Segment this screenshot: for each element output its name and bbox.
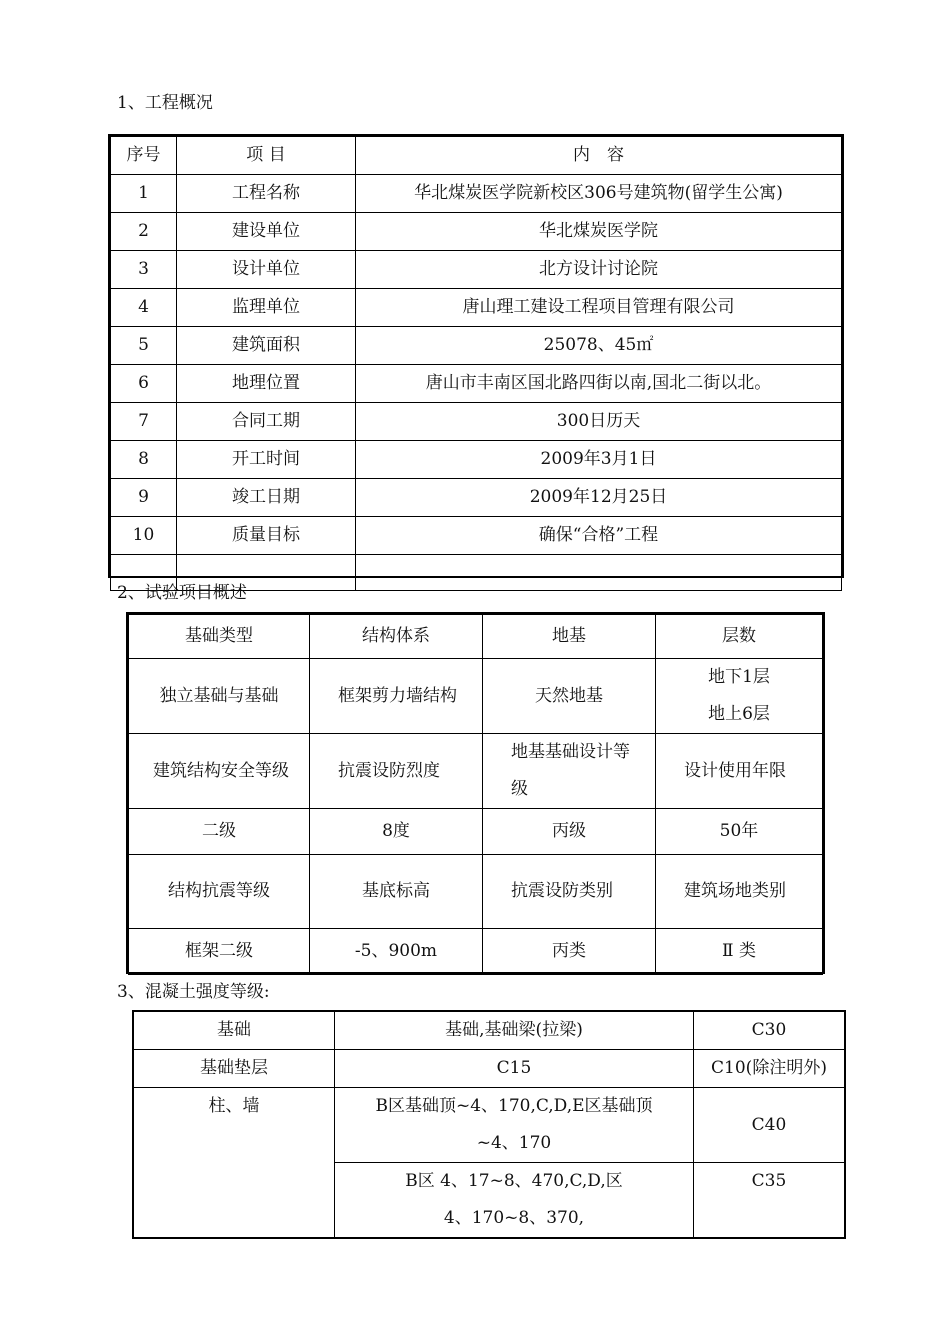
cell-base-elevation-value: -5、900m [310,929,483,975]
table-row [129,615,823,659]
row-content: 唐山市丰南区国北路四街以南,国北二街以北。 [356,365,842,403]
row-index: 2 [111,213,177,251]
cell-site-category-label: 建筑场地类别 [656,855,823,929]
section2-heading: 2、试验项目概述 [117,583,247,603]
col-header-item: 项 目 [177,137,356,175]
cell-part-cushion: 基础垫层 [134,1050,335,1088]
row-item: 设计单位 [177,251,356,289]
table-row [111,517,842,555]
row-content: 华北煤炭医学院新校区306号建筑物(留学生公寓) [356,175,842,213]
row-item: 开工时间 [177,441,356,479]
cell-floors-label: 层数 [656,615,823,659]
row-content: 300日历天 [356,403,842,441]
cell-part-foundation: 基础 [134,1012,335,1050]
row-item: 地理位置 [177,365,356,403]
row-content [356,555,842,591]
cell-base-elevation-label: 基底标高 [310,855,483,929]
row-index: 9 [111,479,177,517]
row-index: 1 [111,175,177,213]
table-row [129,659,823,734]
row-item: 建筑面积 [177,327,356,365]
concrete-grade-table [133,1011,845,1238]
section1-heading: 1、工程概况 [117,93,213,113]
cell-design-life-label: 设计使用年限 [656,734,823,809]
cell-part-cushion-grade: C15 [335,1050,694,1088]
cell-safety-grade-label: 建筑结构安全等级 [129,734,310,809]
col-header-content: 内 容 [356,137,842,175]
cell-column-wall-range-1: B区基础顶~4、170,C,D,E区基础顶~4、170 [335,1088,694,1163]
table-row [111,251,842,289]
table-row [111,213,842,251]
table-row [111,289,842,327]
table-row [134,1088,845,1163]
cell-grade-c10: C10(除注明外) [694,1050,845,1088]
cell-seismic-category-value: 丙类 [483,929,656,975]
cell-column-wall-range-2: B区 4、17~8、470,C,D,区 4、170~8、370, [335,1163,694,1238]
cell-part-foundation-detail: 基础,基础梁(拉梁) [335,1012,694,1050]
table-row [129,734,823,809]
cell-foundation-label: 地基 [483,615,656,659]
row-index: 10 [111,517,177,555]
cell-seismic-grade-label: 结构抗震等级 [129,855,310,929]
project-summary-table-frame [126,612,825,974]
row-index: 5 [111,327,177,365]
row-content: 2009年3月1日 [356,441,842,479]
row-index: 7 [111,403,177,441]
project-overview-table-frame [108,134,844,578]
row-content: 唐山理工建设工程项目管理有限公司 [356,289,842,327]
cell-grade-c40: C40 [694,1088,845,1163]
row-index: 8 [111,441,177,479]
cell-part-column-wall: 柱、墙 [134,1088,335,1238]
cell-foundation-value: 天然地基 [483,659,656,734]
row-item: 监理单位 [177,289,356,327]
cell-structure-system-label: 结构体系 [310,615,483,659]
table-row [111,403,842,441]
cell-structure-system-value: 框架剪力墙结构 [310,659,483,734]
table-row [111,365,842,403]
row-item: 工程名称 [177,175,356,213]
cell-foundation-type-value: 独立基础与基础 [129,659,310,734]
row-item: 合同工期 [177,403,356,441]
table-row [129,929,823,975]
cell-grade-c30: C30 [694,1012,845,1050]
cell-floors-value: 地下1层 地上6层 [656,659,823,734]
table-row [129,855,823,929]
table-header-row [111,137,842,175]
table-row [129,809,823,855]
project-summary-table [128,614,823,975]
cell-seismic-intensity-label: 抗震设防烈度 [310,734,483,809]
row-index: 6 [111,365,177,403]
row-content: 25078、45㎡ [356,327,842,365]
row-content: 华北煤炭医学院 [356,213,842,251]
cell-design-life-value: 50年 [656,809,823,855]
row-content: 北方设计讨论院 [356,251,842,289]
table-row [111,327,842,365]
cell-grade-c35: C35 [694,1163,845,1238]
cell-foundation-design-grade-label: 地基基础设计等级 [483,734,656,809]
table-row [111,479,842,517]
row-index: 4 [111,289,177,327]
row-item: 建设单位 [177,213,356,251]
cell-site-category-value: Ⅱ 类 [656,929,823,975]
cell-seismic-category-label: 抗震设防类别 [483,855,656,929]
cell-safety-grade-value: 二级 [129,809,310,855]
row-index: 3 [111,251,177,289]
table-row [111,175,842,213]
row-content: 确保“合格”工程 [356,517,842,555]
project-overview-table [110,136,842,591]
table-row [134,1050,845,1088]
cell-seismic-grade-value: 框架二级 [129,929,310,975]
concrete-grade-table-frame [132,1010,846,1239]
table-row [111,441,842,479]
cell-foundation-type-label: 基础类型 [129,615,310,659]
row-item: 竣工日期 [177,479,356,517]
cell-foundation-design-grade-value: 丙级 [483,809,656,855]
section3-heading: 3、混凝土强度等级: [117,982,270,1002]
row-content: 2009年12月25日 [356,479,842,517]
row-item: 质量目标 [177,517,356,555]
col-header-index: 序号 [111,137,177,175]
cell-seismic-intensity-value: 8度 [310,809,483,855]
table-row [134,1012,845,1050]
